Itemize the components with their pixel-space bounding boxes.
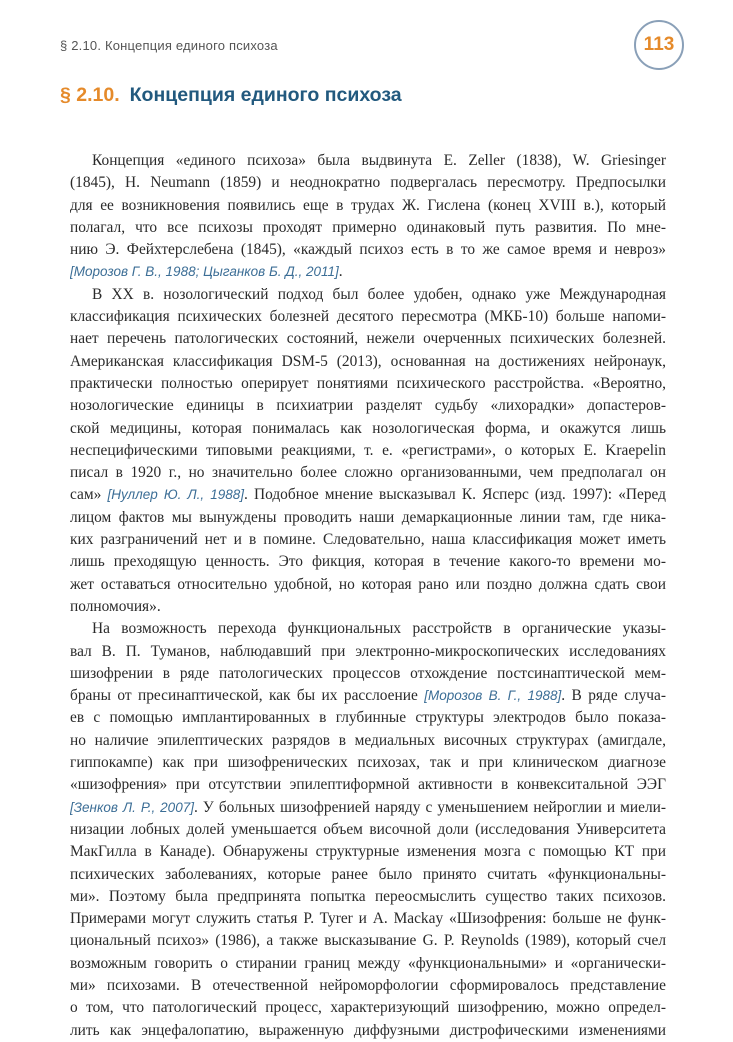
text-line <box>70 395 666 417</box>
body-text <box>70 150 666 1042</box>
text-line <box>70 997 666 1019</box>
text-line <box>70 172 666 194</box>
text-line <box>70 261 666 283</box>
text-line <box>70 596 666 618</box>
text-run: классификация психических болезней десятого пересмотра (МКБ-10) больше напоми- <box>70 308 666 326</box>
text-line <box>70 529 666 551</box>
text-run: писал в 1920 г., но значительно более сложно организованными, чем предполагал он <box>70 464 666 482</box>
text-line <box>70 774 666 796</box>
text-line <box>70 819 666 841</box>
page-number-badge: 113 <box>634 20 684 70</box>
text-line <box>70 551 666 573</box>
text-line <box>70 351 666 373</box>
text-run: нает перечень патологических состояний, нежели очерченных психических болезней. <box>70 330 666 348</box>
text-run: ев с помощью имплантированных в глубинные структуры электродов было показа- <box>70 709 666 727</box>
text-run: полномочия». <box>70 597 161 615</box>
section-heading <box>60 84 402 107</box>
text-line <box>70 953 666 975</box>
text-line <box>70 864 666 886</box>
text-run: Примерами могут служить статья P. Tyrer и A. Mackay «Шизофрения: больше не функ- <box>70 910 666 928</box>
citation-ref: [Морозов Г. В., 1988; Цыганков Б. Д., 2011] <box>70 264 339 280</box>
text-line <box>70 195 666 217</box>
text-run: жет оставаться относительно удобной, но которая рано или поздно должна сдать свои <box>70 575 666 593</box>
text-run: нию Э. Фейхтерслебена (1845), «каждый психоз есть в то же самое время и невроз» <box>70 241 666 259</box>
text-line <box>70 930 666 952</box>
text-run: МакГилла в Канаде). Обнаружены структурные изменения мозга с помощью КТ при <box>70 843 666 861</box>
text-line <box>70 707 666 729</box>
text-run: лицом фактов мы вынуждены проводить наши демаркационные линии там, где ника- <box>70 508 666 526</box>
text-run: психических заболеваниях, которые ранее было принято считать «функциональны- <box>70 865 666 883</box>
text-run: «шизофрения» при отсутствии эпилептиформной активности в конвекситальной ЭЭГ <box>70 776 666 794</box>
text-run: нозологические единицы в психиатрии разделят судьбу «лихорадки» допастеров- <box>70 397 666 415</box>
text-line <box>70 484 666 506</box>
text-line <box>70 730 666 752</box>
text-run: На возможность перехода функциональных расстройств в органические указы- <box>92 620 666 638</box>
text-line <box>70 1020 666 1042</box>
text-run: низации лобных долей уменьшается объем височной доли (исследования Университета <box>70 820 666 838</box>
text-line <box>70 752 666 774</box>
text-run: практически полностью оперирует понятиями психического расстройства. «Вероятно, <box>70 374 666 392</box>
text-run: шизофрении в ряде патологических процессов отхождение постсинаптической мем- <box>70 664 666 682</box>
text-run: лишь преходящую ценность. Это фикция, которая в течение какого-то времени мо- <box>70 553 666 571</box>
text-run: о том, что патологический процесс, характеризующий шизофрению, можно определ- <box>70 999 666 1017</box>
text-line <box>70 975 666 997</box>
text-run: для ее возникновения появились еще в трудах Ж. Гислена (конец XVIII в.), который <box>70 196 666 214</box>
text-run: сам» <box>70 486 108 504</box>
text-run: ких разграничений нет и в помине. Следовательно, наша классификация может иметь <box>70 531 666 549</box>
text-run: браны от пресинаптической, как бы их расслоение <box>70 687 425 705</box>
text-line <box>70 908 666 930</box>
text-run: полагал, что все психозы проходят примерно одинаковый путь развития. По мне- <box>70 218 666 236</box>
text-line <box>70 373 666 395</box>
text-line <box>70 886 666 908</box>
text-run: лить как энцефалопатию, выраженную диффузными дистрофическими изменениями <box>70 1021 666 1039</box>
text-run: . В ряде случа- <box>561 687 666 705</box>
text-line <box>70 440 666 462</box>
running-head: § 2.10. Концепция единого психоза <box>60 38 278 53</box>
text-run: но наличие эпилептических разрядов в медиальных височных структурах (амигдале, <box>70 731 666 749</box>
citation-ref: [Нуллер Ю. Л., 1988] <box>107 487 244 503</box>
text-run: ской медицины, которая понималась как нозологическая форма, и окажутся лишь <box>70 419 666 437</box>
text-run: гиппокампе) как при шизофренических психозах, так и при клиническом диагнозе <box>70 754 666 772</box>
text-line <box>70 797 666 819</box>
text-run: . <box>338 263 343 281</box>
text-run: Концепция «единого психоза» была выдвинута E. Zeller (1838), W. Griesinger <box>92 152 666 169</box>
text-line <box>70 239 666 261</box>
text-line <box>70 574 666 596</box>
text-run: возможным говорить о стирании границ между «функциональными» и «органически- <box>70 954 666 972</box>
text-line <box>70 685 666 707</box>
text-line <box>70 284 666 306</box>
text-line <box>70 663 666 685</box>
text-line <box>70 462 666 484</box>
text-run: циональный психоз» (1986), а также высказывание G. P. Reynolds (1989), который счел <box>70 932 666 950</box>
citation-ref: [Морозов В. Г., 1988] <box>424 688 562 704</box>
text-run: вал В. П. Туманов, наблюдавший при электронно-микроскопических исследованиях <box>70 642 666 660</box>
text-run: . У больных шизофренией наряду с уменьшением нейроглии и миели- <box>193 798 666 816</box>
text-line <box>70 841 666 863</box>
text-run: (1845), H. Neumann (1859) и неоднократно подвергалась пересмотру. Предпосылки <box>70 174 666 192</box>
text-run: неспецифическими типовыми реакциями, т. е. «регистрами», о которых E. Kraepelin <box>70 441 666 459</box>
text-line <box>70 618 666 640</box>
text-line <box>70 418 666 440</box>
section-number: § 2.10. <box>60 84 120 106</box>
section-title: Концепция единого психоза <box>129 84 402 106</box>
text-run: ми». Поэтому была предпринята попытка переосмыслить существо таких психозов. <box>70 887 666 905</box>
text-line <box>70 306 666 328</box>
text-line <box>70 641 666 663</box>
text-line <box>70 150 666 172</box>
text-line <box>70 507 666 529</box>
citation-ref: [Зенков Л. Р., 2007] <box>70 799 194 815</box>
text-run: В XX в. нозологический подход был более удобен, однако уже Международная <box>92 285 666 303</box>
text-line <box>70 328 666 350</box>
text-run: Американская классификация DSM-5 (2013), основанная на достижениях нейронаук, <box>70 352 666 370</box>
text-run: ми» психозами. В отечественной нейроморфологии сформировалось представление <box>70 976 666 994</box>
text-run: . Подобное мнение высказывал К. Ясперс (изд. 1997): «Перед <box>244 486 666 504</box>
text-line <box>70 217 666 239</box>
